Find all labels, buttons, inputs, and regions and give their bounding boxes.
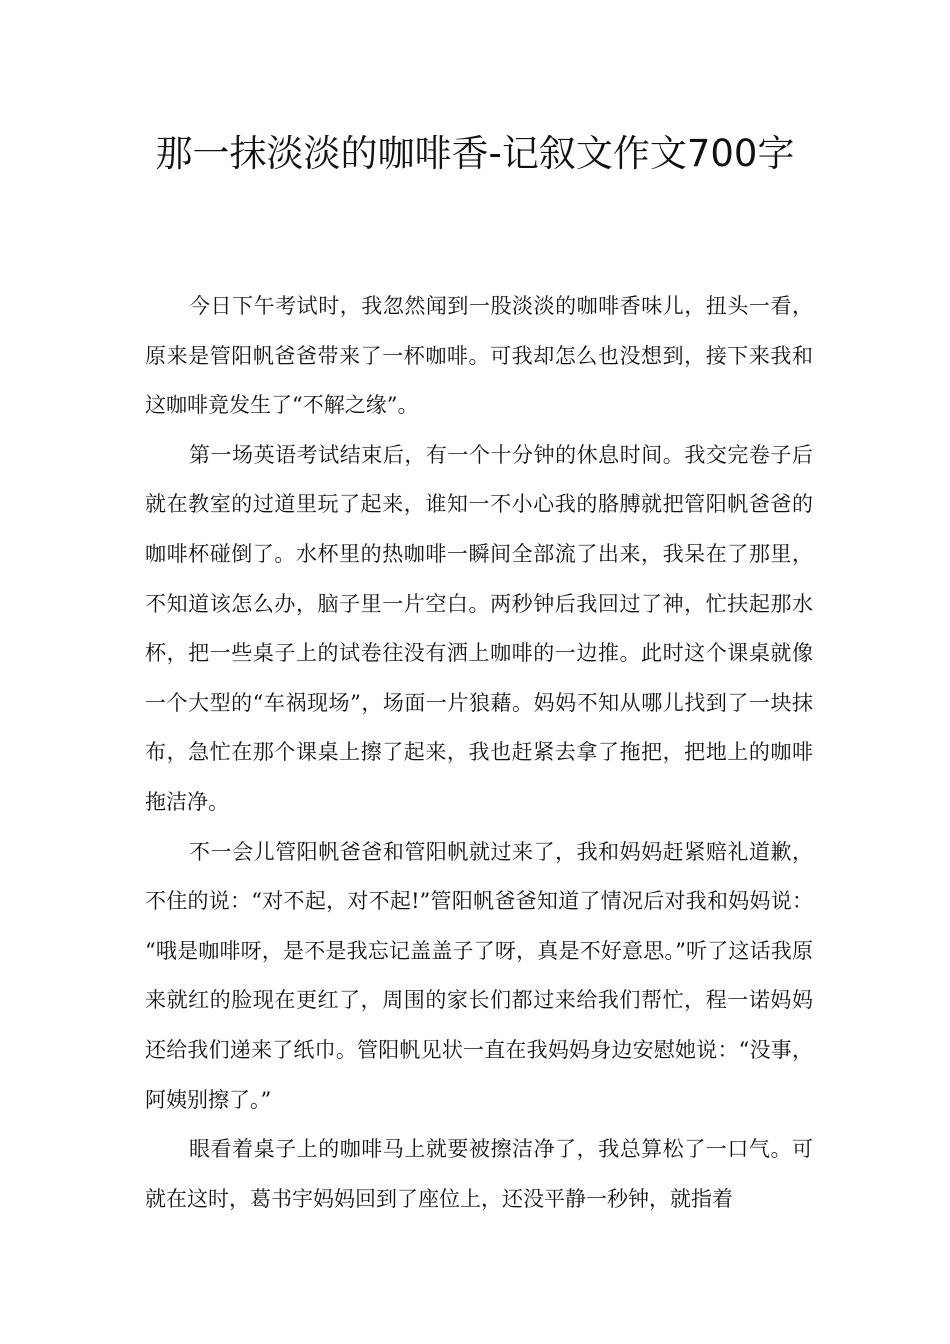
paragraph: 不一会儿管阳帆爸爸和管阳帆就过来了，我和妈妈赶紧赔礼道歉，不住的说：“对不起，对不起!”管阳帆爸爸知道了情况后对我和妈妈说：“哦是咖啡呀，是不是我忘记盖盖子了呀，真是不好意思。”听了这话我原来就红的脸现在更红了，周围的家长们都过来给我们帮忙，程一诺妈妈还给我们递来了纸巾。管阳帆见状一直在我妈妈身边安慰她说：“没事，阿姨别擦了。” (145, 839, 813, 1112)
document-body (145, 282, 813, 1224)
paragraph: 眼看着桌子上的咖啡马上就要被擦洁净了，我总算松了一口气。可就在这时，葛书宇妈妈回到了座位上，还没平静一秒钟，就指着 (145, 1137, 813, 1211)
paragraph: 第一场英语考试结束后，有一个十分钟的休息时间。我交完卷子后就在教室的过道里玩了起来，谁知一不小心我的胳膊就把管阳帆爸爸的咖啡杯碰倒了。水杯里的热咖啡一瞬间全部流了出来，我呆在了那里，不知道该怎么办，脑子里一片空白。两秒钟后我回过了神，忙扶起那水杯，把一些桌子上的试卷往没有洒上咖啡的一边推。此时这个课桌就像一个大型的“车祸现场”，场面一片狼藉。妈妈不知从哪儿找到了一块抹布，急忙在那个课桌上擦了起来，我也赶紧去拿了拖把，把地上的咖啡拖洁净。 (145, 442, 813, 814)
document-title: 那一抹淡淡的咖啡香-记叙文作文700字 (155, 132, 795, 175)
paragraph: 今日下午考试时，我忽然闻到一股淡淡的咖啡香味儿，扭头一看，原来是管阳帆爸爸带来了一杯咖啡。可我却怎么也没想到，接下来我和这咖啡竟发生了“不解之缘”。 (145, 294, 813, 418)
